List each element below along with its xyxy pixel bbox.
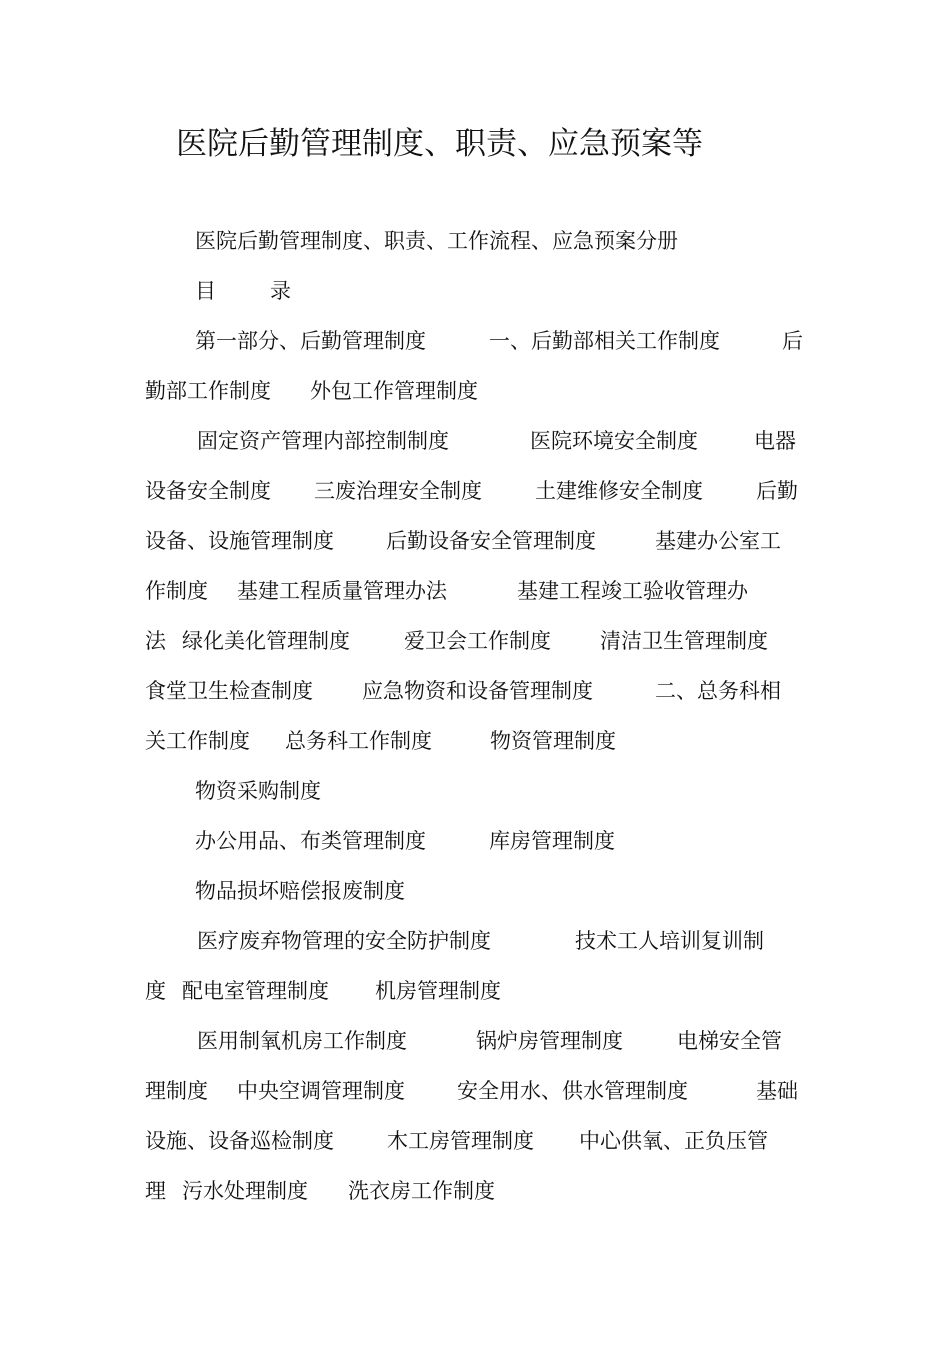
toc-line: [0, 1126, 950, 1156]
toc-entry: 理: [145, 1179, 166, 1203]
toc-entry: 基础: [756, 1079, 798, 1103]
toc-heading-char-2: 录: [270, 279, 291, 303]
toc-entry: 三废治理安全制度: [314, 479, 482, 503]
toc-line: [0, 1076, 950, 1106]
toc-line: [0, 576, 950, 606]
toc-entry: 第一部分、后勤管理制度: [195, 329, 426, 353]
toc-entry: 配电室管理制度: [182, 979, 329, 1003]
toc-line: [0, 626, 950, 656]
toc-entry: 二、总务科相: [655, 679, 781, 703]
toc-entry: 后: [782, 329, 803, 353]
toc-entry: 后勤设备安全管理制度: [386, 529, 596, 553]
toc-entry: 度: [145, 979, 166, 1003]
toc-line: [0, 826, 950, 856]
toc-line: [0, 926, 950, 956]
toc-entry: 土建维修安全制度: [535, 479, 703, 503]
toc-entry: 固定资产管理内部控制制度: [197, 429, 449, 453]
toc-heading: [195, 276, 291, 306]
toc-line: [0, 526, 950, 556]
toc-entry: 污水处理制度: [182, 1179, 308, 1203]
toc-entry: 理制度: [145, 1079, 208, 1103]
toc-line: [0, 726, 950, 756]
toc-entry: 库房管理制度: [489, 829, 615, 853]
toc-line: [0, 326, 950, 356]
toc-entry: 技术工人培训复训制: [575, 929, 764, 953]
toc-entry: 医院环境安全制度: [530, 429, 698, 453]
toc-line: [0, 1026, 950, 1056]
toc-entry: 作制度: [145, 579, 208, 603]
toc-entry: 物资管理制度: [490, 729, 616, 753]
toc-entry: 安全用水、供水管理制度: [457, 1079, 688, 1103]
toc-entry: 设备安全制度: [145, 479, 271, 503]
toc-entry: 基建工程竣工验收管理办: [517, 579, 748, 603]
toc-entry: 物资采购制度: [195, 779, 321, 803]
toc-entry: 中心供氧、正负压管: [579, 1129, 768, 1153]
toc-entry: 基建工程质量管理办法: [237, 579, 447, 603]
toc-heading-char-1: 目: [195, 279, 216, 303]
toc-entry: 中央空调管理制度: [237, 1079, 405, 1103]
toc-entry: 机房管理制度: [375, 979, 501, 1003]
toc-entry: 后勤: [756, 479, 798, 503]
toc-entry: 应急物资和设备管理制度: [362, 679, 593, 703]
toc-entry: 关工作制度: [145, 729, 250, 753]
toc-line: [0, 776, 950, 806]
toc-line: [0, 876, 950, 906]
toc-entry: 勤部工作制度: [145, 379, 271, 403]
toc-entry: 绿化美化管理制度: [182, 629, 350, 653]
toc-entry: 电器: [754, 429, 796, 453]
toc-entry: 外包工作管理制度: [310, 379, 478, 403]
toc-entry: 基建办公室工: [655, 529, 781, 553]
toc-entry: 清洁卫生管理制度: [600, 629, 768, 653]
toc-line: [0, 1176, 950, 1206]
toc-entry: 一、后勤部相关工作制度: [489, 329, 720, 353]
toc-entry: 设施、设备巡检制度: [145, 1129, 334, 1153]
toc-line: [0, 476, 950, 506]
toc-entry: 医疗废弃物管理的安全防护制度: [197, 929, 491, 953]
toc-line: [0, 376, 950, 406]
document-subtitle: 医院后勤管理制度、职责、工作流程、应急预案分册: [195, 229, 678, 253]
toc-line: [0, 976, 950, 1006]
toc-entry: 电梯安全管: [677, 1029, 782, 1053]
toc-entry: 法: [145, 629, 166, 653]
toc-entry: 办公用品、布类管理制度: [195, 829, 426, 853]
toc-entry: 总务科工作制度: [285, 729, 432, 753]
toc-entry: 设备、设施管理制度: [145, 529, 334, 553]
toc-line: [0, 676, 950, 706]
document-title: 医院后勤管理制度、职责、应急预案等: [176, 126, 703, 162]
toc-entry: 食堂卫生检查制度: [145, 679, 313, 703]
toc-entry: 洗衣房工作制度: [348, 1179, 495, 1203]
toc-line: [0, 426, 950, 456]
toc-entry: 木工房管理制度: [387, 1129, 534, 1153]
toc-entry: 锅炉房管理制度: [476, 1029, 623, 1053]
toc-entry: 爱卫会工作制度: [404, 629, 551, 653]
toc-entry: 物品损坏赔偿报废制度: [195, 879, 405, 903]
toc-entry: 医用制氧机房工作制度: [197, 1029, 407, 1053]
